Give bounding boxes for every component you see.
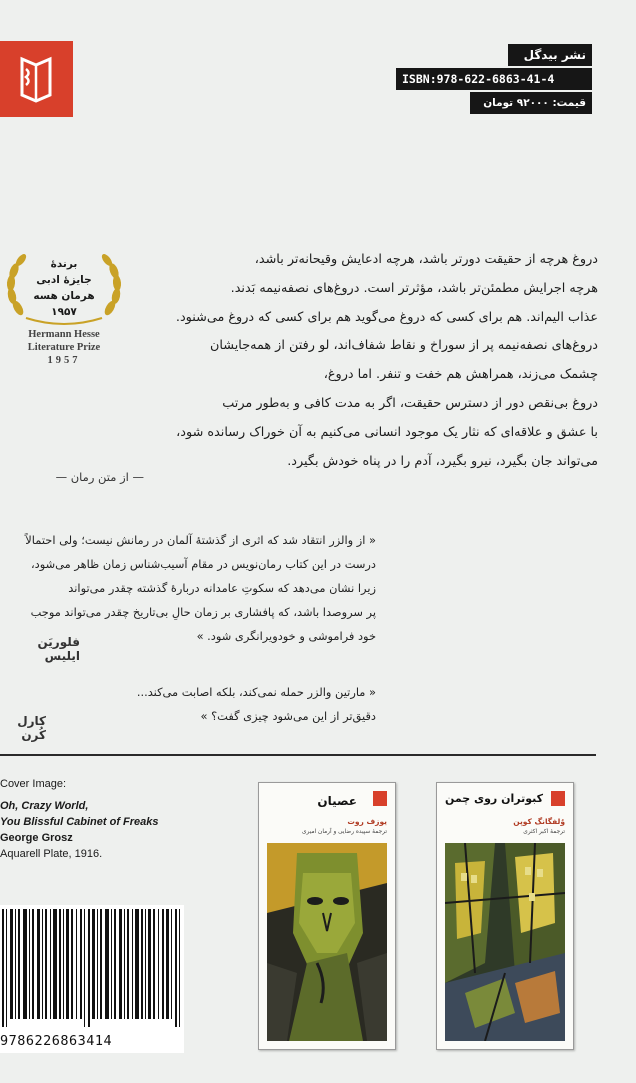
mini-publisher-logo-icon xyxy=(373,791,387,806)
cover-artwork-street xyxy=(445,843,565,1041)
publisher-info xyxy=(396,44,592,116)
isbn-label: ISBN:978-622-6863-41-4 xyxy=(396,68,592,90)
quote-line: درست در این کتاب رمان‌نویس در مقام آسیب‌شناس زمان ظاهر می‌شود، xyxy=(30,557,376,571)
quote-2-author: کارل کُرن xyxy=(17,714,46,742)
publisher-name: نشر بیدگل xyxy=(508,44,592,66)
award-badge xyxy=(0,250,128,367)
book-title: عصیان xyxy=(317,794,357,808)
blurb-line: با عشق و علاقه‌ای که نثار یک موجود انسانی می‌کنیم به آن خوراک رسانده شود، xyxy=(176,424,598,440)
artwork-title-2: You Blissful Cabinet of Freaks xyxy=(0,816,159,828)
cover-artwork-portrait xyxy=(267,843,387,1041)
quote-line: دقیق‌تر از این می‌شود چیزی گفت؟ » xyxy=(200,709,376,723)
book-title: کبوتران روی چمن xyxy=(444,792,543,805)
quote-line: « از والزر انتقاد شد که اثری از گذشتهٔ آلمان در رمانش نیست؛ ولی احتمالاً xyxy=(25,533,376,547)
quote-line: « مارتین والزر حمله نمی‌کند، بلکه اصابت می‌کند... xyxy=(136,685,376,699)
barcode xyxy=(0,905,184,1053)
award-english-text: Hermann Hesse Literature Prize 1957 xyxy=(27,329,101,366)
quote-line: زیرا نشان می‌دهد که سکوتِ عامدانه دربارهٔ گذشته چقدر می‌تواند xyxy=(68,581,376,595)
divider xyxy=(0,754,596,756)
book-translator: ترجمهٔ اکبر اکثری xyxy=(523,829,565,835)
award-persian-text: برندهٔ جایزهٔ ادبی هرمان هسه ۱۹۵۷ xyxy=(33,258,95,318)
barcode-bars-icon xyxy=(0,909,184,1027)
blurb-line: دروغ هرچه از حقیقت دورتر باشد، هرچه ادعایش وقیحانه‌تر باشد، xyxy=(254,252,598,267)
review-quote-1 xyxy=(0,528,376,648)
book-thumbnail-1 xyxy=(436,782,574,1050)
price-label: قیمت: ۹۲۰۰۰ تومان xyxy=(470,92,592,114)
artist-name: George Grosz xyxy=(0,832,73,844)
blurb-line: دروغ بی‌نقص دور از دسترس حقیقت، اگر به مدت کافی و به‌طور مرتب xyxy=(222,395,598,411)
book-logo-icon xyxy=(14,55,58,103)
credits-label: Cover Image: xyxy=(0,778,67,790)
barcode-number: 9786226863414 xyxy=(0,1033,113,1049)
blurb-line: می‌تواند جان بگیرد، نیرو بگیرد، آدم را در پناه خودش بگیرد. xyxy=(287,453,598,469)
mini-publisher-logo-icon xyxy=(551,791,565,806)
book-blurb xyxy=(160,246,598,476)
artwork-title-1: Oh, Crazy World, xyxy=(0,800,89,812)
quote-1-author: فلوریَن ایلیس xyxy=(37,635,80,663)
blurb-line: هرچه اجرایش مطمئن‌تر باشد، مؤثرتر است. دروغ‌های نصفه‌نیمه بَدند. xyxy=(230,280,598,296)
book-translator: ترجمهٔ سپیده رضایی و آرمان امیری xyxy=(302,829,387,835)
cover-image-credits xyxy=(0,776,200,862)
book-author: وُلفگانگ کوپن xyxy=(513,817,565,826)
book-thumbnail-2 xyxy=(258,782,396,1050)
quote-line: خود فراموشی و خودویرانگری شود. » xyxy=(196,629,376,643)
quote-line: پر سروصدا باشد، که پافشاری بر زمان حالِ بی‌تاریخ چقدر می‌تواند موجب xyxy=(30,605,376,619)
blurb-line: چشمک می‌زند، همراهش هم خفت و تنفر. اما دروغ، xyxy=(323,367,598,383)
blurb-source: — از متن رمان — xyxy=(55,470,144,484)
blurb-line: دروغ‌های نصفه‌نیمه پر از سوراخ و نقاط شفاف‌اند، لو رفتن از همه‌جایشان xyxy=(210,338,598,354)
artwork-details: Aquarell Plate, 1916. xyxy=(0,848,103,860)
review-quote-2 xyxy=(136,680,376,728)
blurb-line: عذاب الیم‌اند. هم برای کسی که دروغ می‌گوید هم برای کسی که دروغ می‌شنود. xyxy=(175,309,598,325)
book-author: یوزف روت xyxy=(347,817,387,826)
publisher-logo xyxy=(0,41,73,117)
